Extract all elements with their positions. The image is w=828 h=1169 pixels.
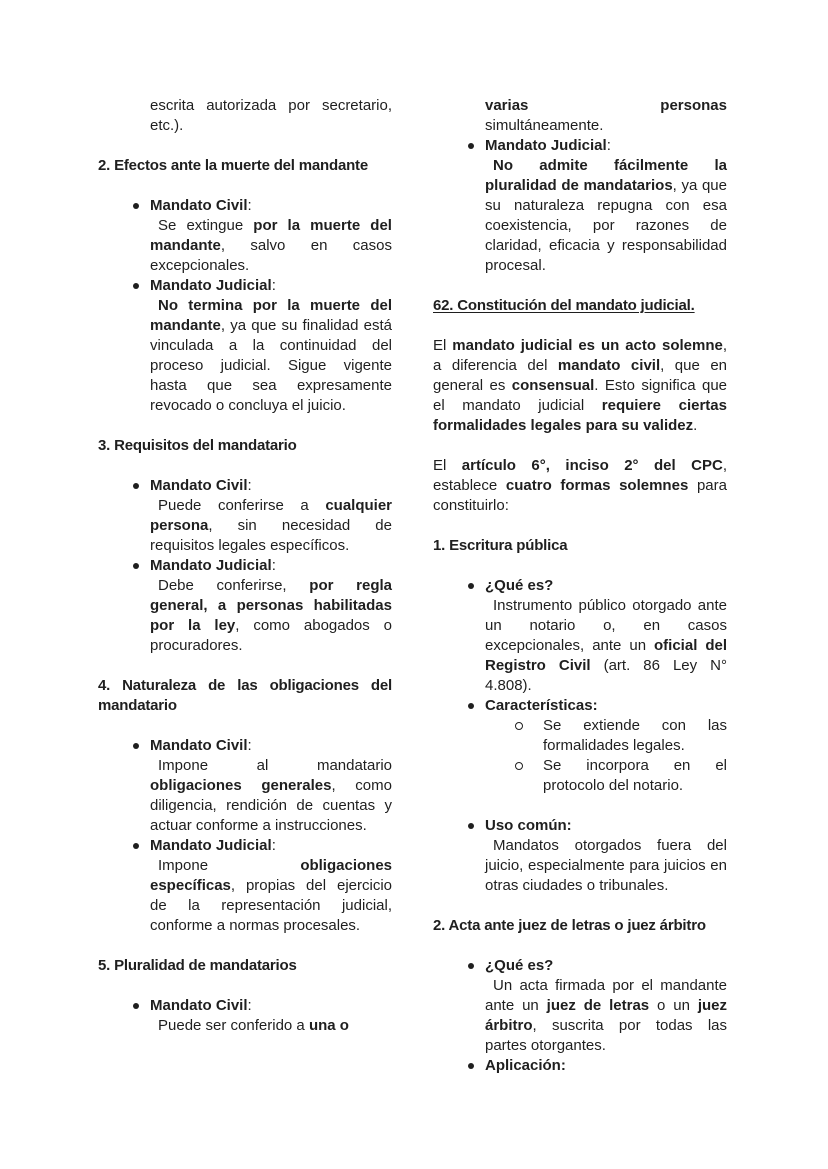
sub-bullet-item — [543, 716, 727, 756]
circle-bullet-icon — [515, 762, 523, 770]
text-segment: , propias del ejercicio de la representación judicial, conforme a normas procesales. — [150, 877, 392, 934]
text-segment: para constituirlo: — [433, 477, 727, 514]
text-line — [485, 96, 727, 116]
text-segment: Impone al mandatario — [158, 757, 392, 774]
text-segment: o un — [649, 997, 698, 1014]
section-heading — [98, 436, 392, 456]
right-column — [433, 96, 727, 1076]
text-segment: Mandato Civil — [150, 997, 248, 1014]
bullet-item — [150, 556, 392, 576]
bullet-icon — [133, 843, 139, 849]
bullet-body — [485, 976, 727, 1056]
text-segment: por regla general, a personas habilitadas por la ley — [150, 577, 392, 634]
text-segment: Un acta firmada por el mandante ante un — [485, 977, 727, 1014]
text-segment: juez árbitro — [485, 997, 728, 1034]
bullet-item — [150, 476, 392, 496]
bullet-item — [150, 196, 392, 216]
text-segment: , como diligencia, rendición de cuentas y actuar conforme a instrucciones. — [150, 777, 392, 834]
text-segment: Mandatos otorgados fuera del juicio, especialmente para juicios en otras ciudades o tribunales. — [485, 837, 727, 894]
text-segment: ¿Qué es? — [485, 957, 554, 974]
text-segment: una o — [308, 1017, 349, 1034]
text-segment: 1. Escritura pública — [433, 537, 568, 554]
text-segment: cuatro formas solemnes — [505, 477, 689, 494]
bullet-icon — [133, 743, 139, 749]
text-segment: : — [247, 737, 252, 754]
underlined-heading — [433, 296, 727, 316]
text-segment: 4. Naturaleza de las obligaciones del mandatario — [98, 677, 392, 714]
text-segment: varias personas — [485, 97, 727, 114]
text-line — [485, 116, 727, 136]
text-segment: cualquier persona — [150, 497, 392, 534]
text-segment: No admite fácilmente la pluralidad de mandatarios — [485, 157, 727, 194]
text-segment: Debe conferirse, — [158, 577, 310, 594]
bullet-item — [150, 996, 392, 1016]
text-segment: simultáneamente. — [485, 117, 604, 134]
text-segment: consensual — [511, 377, 595, 394]
text-segment: El — [433, 457, 462, 474]
bullet-icon — [133, 483, 139, 489]
text-segment: : — [247, 477, 252, 494]
text-segment: Se incorpora en el protocolo del notario. — [543, 757, 727, 794]
left-column — [98, 96, 392, 1076]
two-column-layout — [98, 96, 727, 1076]
text-segment: , establece — [433, 457, 727, 494]
text-segment: Mandato Civil — [150, 737, 248, 754]
section-heading — [98, 156, 392, 176]
text-segment: Uso común: — [485, 817, 572, 834]
bullet-item — [150, 276, 392, 296]
text-segment: mandato civil — [557, 357, 661, 374]
bullet-icon — [133, 203, 139, 209]
bullet-body — [150, 216, 392, 276]
text-segment: (art. 86 Ley N° 4.808). — [485, 657, 727, 694]
paragraph — [433, 336, 727, 436]
bullet-body — [150, 856, 392, 936]
text-segment: , a diferencia del — [433, 337, 727, 374]
text-segment: El — [433, 337, 453, 354]
text-segment: . — [693, 417, 698, 434]
text-segment: Características: — [485, 697, 598, 714]
paragraph — [433, 456, 727, 516]
text-segment: Instrumento público otorgado ante un notario o, en casos excepcionales, ante un — [485, 597, 727, 654]
text-segment: 3. Requisitos del mandatario — [98, 437, 297, 454]
text-line — [150, 116, 392, 136]
bullet-icon — [468, 143, 474, 149]
paragraph-continuation — [150, 96, 392, 136]
text-segment: : — [247, 997, 252, 1014]
bullet-icon — [133, 563, 139, 569]
text-segment: 62. Constitución del mandato judicial. — [433, 297, 695, 314]
bullet-icon — [468, 963, 474, 969]
text-segment: ¿Qué es? — [485, 577, 554, 594]
bullet-body — [485, 156, 727, 276]
bullet-icon — [468, 583, 474, 589]
text-segment: artículo 6°, inciso 2° del CPC — [461, 457, 723, 474]
text-segment: , ya que su naturaleza repugna con esa coexistencia, por razones de claridad, eficacia y responsabilidad procesal. — [485, 177, 727, 274]
section-heading — [433, 916, 727, 936]
bullet-item — [485, 816, 727, 836]
text-segment: Mandato Judicial — [150, 557, 272, 574]
text-segment: , sin necesidad de requisitos legales específicos. — [150, 517, 392, 554]
text-segment: oficial del Registro Civil — [485, 637, 727, 674]
text-segment: 5. Pluralidad de mandatarios — [98, 957, 297, 974]
text-segment: etc.). — [150, 117, 184, 134]
bullet-item — [150, 836, 392, 856]
text-segment: , salvo en casos excepcionales. — [150, 237, 392, 274]
bullet-item — [485, 956, 727, 976]
text-segment: juez de letras — [546, 997, 650, 1014]
bullet-item — [150, 736, 392, 756]
bullet-icon — [133, 283, 139, 289]
bullet-body — [150, 576, 392, 656]
bullet-body — [150, 496, 392, 556]
text-segment: Mandato Civil — [150, 197, 248, 214]
bullet-body — [150, 1016, 392, 1036]
text-segment: requiere ciertas formalidades legales para su validez — [433, 397, 727, 434]
bullet-body — [150, 756, 392, 836]
text-segment: por la muerte del mandante — [150, 217, 392, 254]
text-line — [150, 96, 392, 116]
text-segment: Aplicación: — [485, 1057, 566, 1074]
section-heading — [98, 676, 392, 716]
text-segment: , ya que su finalidad está vinculada a la continuidad del proceso judicial. Sigue vigente hasta que sea expresamente revocado o concluya el juicio. — [150, 317, 392, 414]
text-segment: mandato judicial es un acto solemne — [452, 337, 723, 354]
section-heading — [98, 956, 392, 976]
text-segment: Mandato Judicial — [150, 277, 272, 294]
text-segment: Se extiende con las formalidades legales. — [543, 717, 727, 754]
text-segment: Impone — [158, 857, 301, 874]
text-segment: 2. Efectos ante la muerte del mandante — [98, 157, 368, 174]
text-segment: : — [271, 277, 276, 294]
text-segment: : — [247, 197, 252, 214]
text-segment: , como abogados o procuradores. — [150, 617, 392, 654]
paragraph-continuation — [485, 96, 727, 136]
text-segment: 2. Acta ante juez de letras o juez árbitro — [433, 917, 706, 934]
text-segment: Mandato Judicial — [150, 837, 272, 854]
bullet-icon — [133, 1003, 139, 1009]
text-segment: . Esto significa que el mandato judicial — [433, 377, 728, 414]
text-segment: Mandato Judicial — [485, 137, 607, 154]
text-segment: escrita autorizada por secretario, — [150, 97, 392, 114]
bullet-icon — [468, 1063, 474, 1069]
text-segment: : — [606, 137, 611, 154]
bullet-icon — [468, 703, 474, 709]
text-segment: No termina por la muerte del mandante — [150, 297, 392, 334]
bullet-icon — [468, 823, 474, 829]
text-segment: , que en general es — [433, 357, 728, 394]
bullet-body — [150, 296, 392, 416]
text-segment: obligaciones generales — [150, 777, 332, 794]
bullet-body — [485, 836, 727, 896]
bullet-item — [485, 696, 727, 716]
bullet-item — [485, 1056, 727, 1076]
text-segment: Puede ser conferido a — [158, 1017, 309, 1034]
text-segment: : — [271, 837, 276, 854]
text-segment: obligaciones específicas — [150, 857, 392, 894]
section-heading — [433, 536, 727, 556]
text-segment: Se extingue — [158, 217, 254, 234]
text-segment: Puede conferirse a — [158, 497, 326, 514]
text-segment: Mandato Civil — [150, 477, 248, 494]
text-segment: , suscrita por todas las partes otorgantes. — [485, 1017, 727, 1054]
sub-bullet-item — [543, 756, 727, 796]
bullet-item — [485, 136, 727, 156]
bullet-body — [485, 596, 727, 696]
text-segment: : — [271, 557, 276, 574]
circle-bullet-icon — [515, 722, 523, 730]
bullet-item — [485, 576, 727, 596]
